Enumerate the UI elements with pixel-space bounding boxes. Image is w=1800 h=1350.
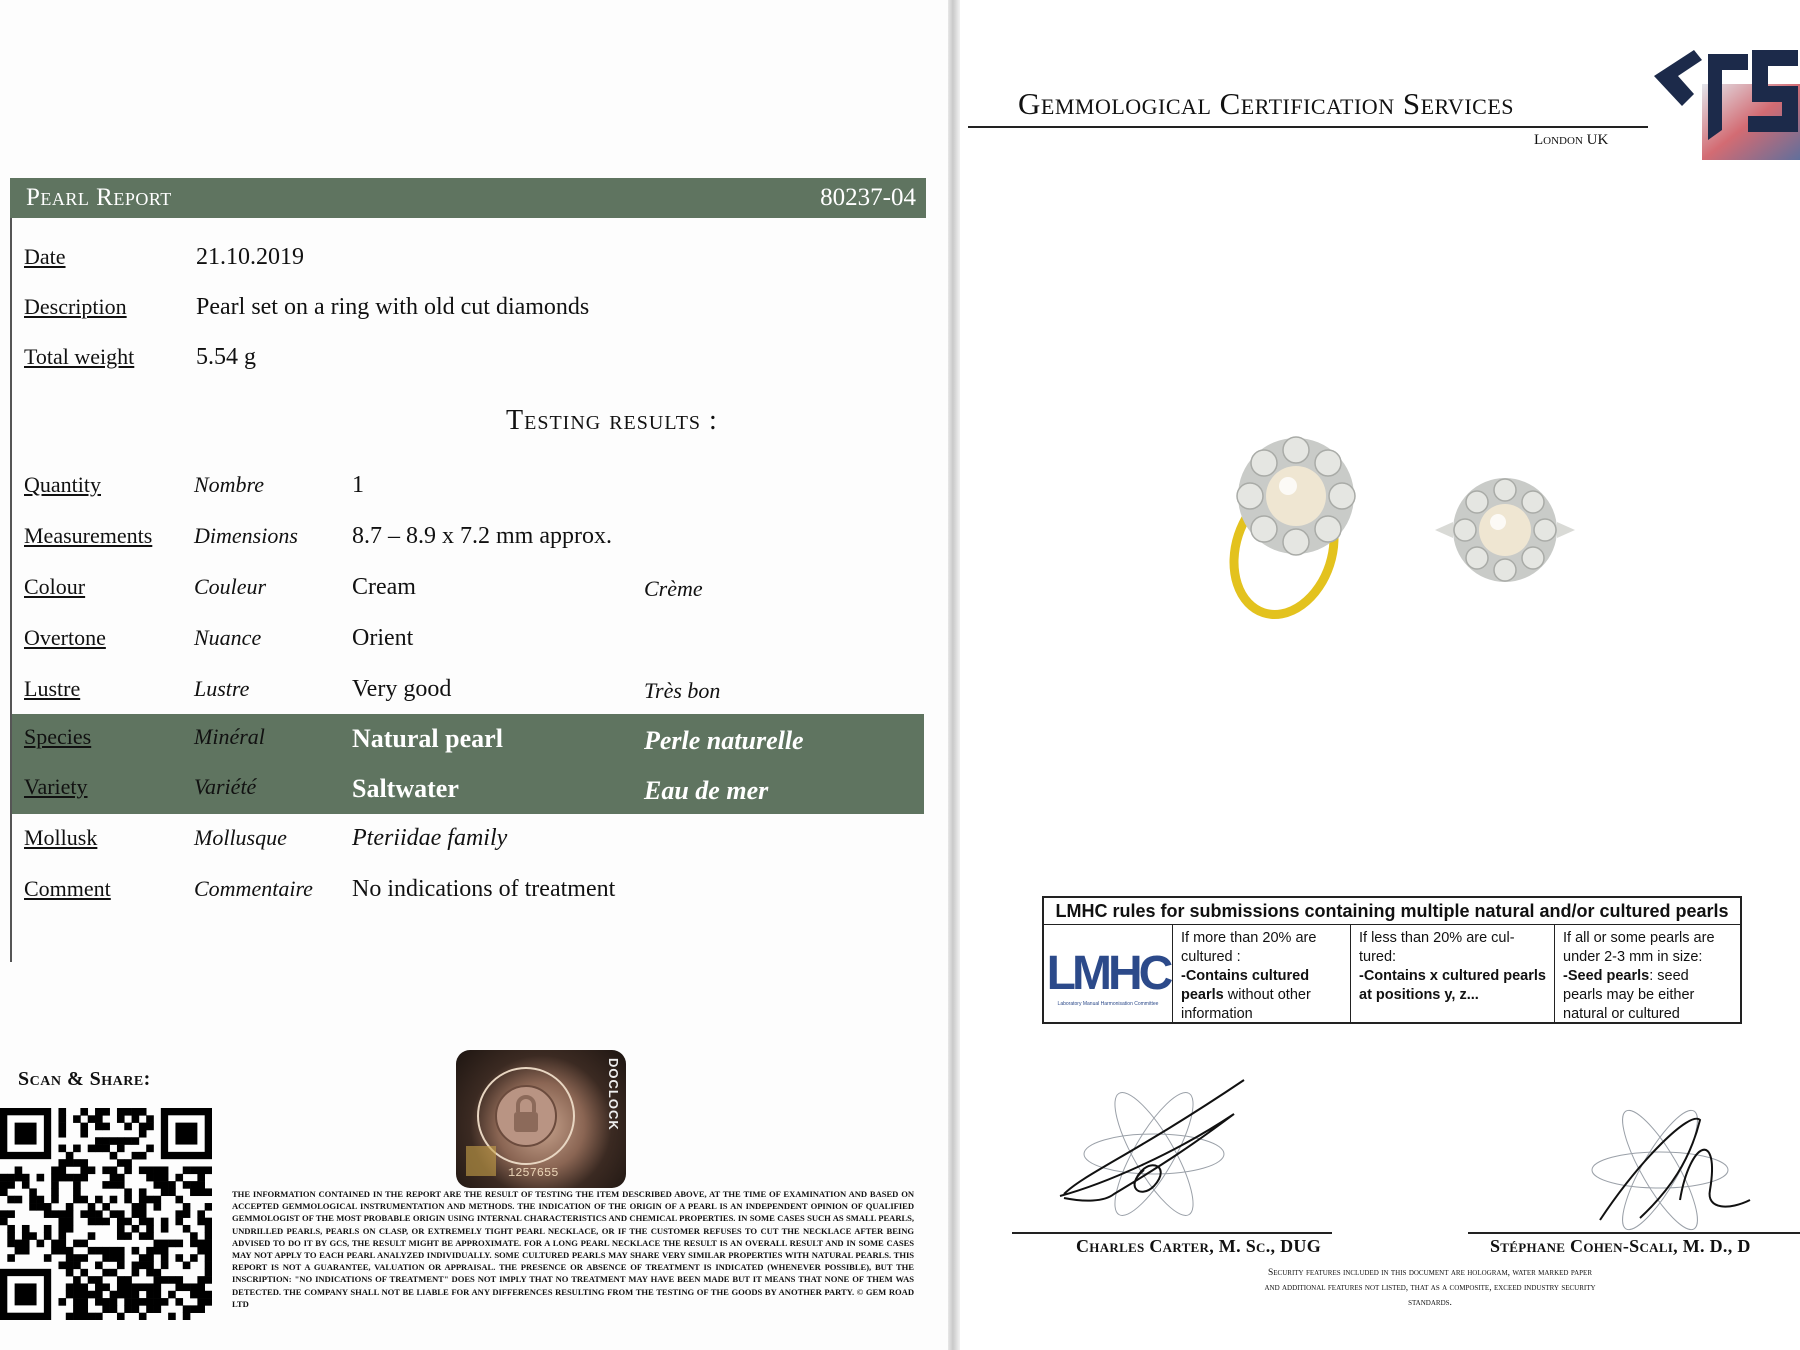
result-value: Very good: [352, 676, 452, 702]
result-row-lustre: [12, 666, 924, 716]
result-label-fr: Dimensions: [194, 523, 298, 548]
result-row-species: [12, 714, 924, 764]
lmhc-column: [1555, 925, 1740, 1022]
result-label-fr: Nuance: [194, 625, 262, 650]
result-row-variety: [12, 764, 924, 814]
result-value: 8.7 – 8.9 x 7.2 mm approx.: [352, 523, 612, 549]
signature-carter: [1044, 1074, 1264, 1234]
lmhc-logo: [1044, 925, 1173, 1022]
field-value: 5.54 g: [196, 344, 256, 370]
page-gutter: [948, 0, 960, 1350]
lmhc-logo-text: LMHC: [1046, 947, 1170, 1000]
result-label: Mollusk: [24, 825, 98, 850]
report-title: Pearl Report: [26, 184, 172, 211]
testing-results-heading: Testing results :: [506, 405, 718, 436]
result-label: Overtone: [24, 625, 106, 650]
lmhc-col-bold: -Contains x cultured pearls at positions y, z...: [1359, 968, 1546, 1003]
lmhc-logo-icon: [1044, 925, 1172, 1022]
report-number: 80237-04: [820, 184, 916, 211]
result-value-fr: Eau de mer: [644, 776, 769, 805]
security-note: Security features included in this document are hologram, water marked paper and additional features not listed, that as a composite, exceed industry security standards.: [1264, 1268, 1596, 1308]
lmhc-column: [1351, 925, 1555, 1022]
result-label: Variety: [24, 774, 88, 799]
result-label: Comment: [24, 876, 111, 901]
result-label: Colour: [24, 574, 86, 599]
result-label-fr: Couleur: [194, 574, 267, 599]
result-value: Natural pearl: [352, 724, 503, 753]
field-value: Pearl set on a ring with old cut diamonds: [196, 294, 590, 320]
lmhc-column: [1173, 925, 1351, 1022]
result-row-comment: [12, 866, 924, 916]
result-label-fr: Mollusque: [194, 825, 287, 850]
qr-finder-pattern: [15, 1283, 37, 1305]
field-value: 21.10.2019: [196, 244, 304, 270]
lmhc-title: LMHC rules for submissions containing multiple natural and/or cultured pearls: [1044, 898, 1740, 925]
lmhc-col-rest: without other information: [1181, 987, 1311, 1022]
field-total-weight: [14, 338, 914, 382]
result-value: Orient: [352, 625, 414, 651]
lmhc-col-bold: -Contains cultured pearls: [1181, 968, 1310, 1003]
qr-finder-pattern: [175, 1123, 197, 1145]
gcs-logo-icon: [1642, 44, 1800, 160]
result-row-mollusk: [12, 815, 924, 865]
field-label: Description: [24, 294, 127, 319]
result-label: Species: [24, 724, 92, 749]
result-value: No indications of treatment: [352, 876, 616, 902]
field-description: [14, 288, 914, 332]
result-row-colour: [12, 564, 924, 614]
result-value: Saltwater: [352, 774, 459, 803]
result-value-fr: Très bon: [644, 678, 721, 703]
header-rule: [968, 126, 1648, 128]
certifier-location: London UK: [1534, 132, 1609, 148]
result-label-fr: Minéral: [194, 724, 265, 749]
result-row-measurements: [12, 513, 924, 563]
result-label-fr: Variété: [194, 774, 257, 799]
lmhc-col-rest: : seed pearls may be either natural or cultured: [1563, 968, 1695, 1022]
signature-line: [1468, 1232, 1800, 1234]
qr-code[interactable]: [0, 1108, 212, 1320]
result-value-fr: Crème: [644, 576, 703, 601]
report-header-bar: [10, 178, 926, 218]
signature-line: [1012, 1232, 1332, 1234]
result-row-overtone: [12, 615, 924, 665]
scan-share-label: Scan & Share:: [18, 1068, 151, 1090]
field-label: Date: [24, 244, 66, 269]
result-label: Lustre: [24, 676, 81, 701]
signatory-name: Charles Carter, M. Sc., DUG: [1076, 1236, 1321, 1256]
doclock-hologram: [456, 1050, 626, 1188]
lmhc-logo-caption: Laboratory Manual Harmonisation Committee: [1057, 1001, 1159, 1007]
result-label-fr: Lustre: [194, 676, 250, 701]
hologram-serial: 1257655: [508, 1166, 559, 1180]
signatory-name: Stéphane Cohen-Scali, M. D., D: [1490, 1236, 1751, 1256]
ring-photo: [1200, 430, 1610, 630]
certifier-name: Gemmological Certification Services: [1018, 86, 1514, 121]
field-date: [14, 238, 914, 282]
lmhc-col-intro: If all or some pearls are under 2-3 mm in size:: [1563, 930, 1715, 965]
signature-cohen-scali: [1580, 1100, 1780, 1240]
lmhc-col-intro: If more than 20% are cultured :: [1181, 930, 1317, 965]
hologram-brand: DOCLOCK: [606, 1058, 621, 1131]
result-label: Quantity: [24, 472, 101, 497]
disclaimer-text: THE INFORMATION CONTAINED IN THE REPORT ARE THE RESULT OF TESTING THE ITEM DESCRIBED ABOVE, AT THE TIME OF EXAMINATION AND BASED ON ACCEPTED GEMMOLOGICAL INSTRUMENTATION AND METHODS. THE INDICATION OF THE ORIGIN OF A PEARL IS AN INDEPENDENT OPINION OF QUALIFIED GEMMOLOGIST OF THE MOST PROBABLE ORIGIN USING INTERNAL CHARACTERISTICS AND CHEMICAL PROPERTIES. IN SOME CASES SUCH AS SMALL PEARLS, UNDRILLED PEARLS, PEARLS ON CLASP, OR EXTREMELY TIGHT PEARL NECKLACE, OR IF THE CUSTOMER REFUSES TO CUT THE NECKLACE AFTER BEING ADVISED TO DO IT BY GCS, THE RESULT MIGHT BE APPROXIMATE. FOR A LONG PEARL NECKLACE THE RESULT IS AN OVERALL RESULT AND IN SOME CASES MAY NOT APPLY TO EACH PEARL ANALYZED INDIVIDUALLY. SOME CULTURED PEARLS MAY SHARE VERY SIMILAR PROPERTIES WITH NATURAL PEARLS. THIS REPORT IS NOT A GUARANTEE, VALUATION OR APPRAISAL. THE PRESENCE OR ABSENCE OF TREATMENT IS INDICATED (WHENEVER POSSIBLE), BUT THE INSCRIPTION: "NO INDICATIONS OF TREATMENT" DOES NOT IMPLY THAT NO TREATMENT MAY HAVE BEEN MADE BUT IT MEANS THAT NONE OF THEM WAS DETECTED. THE COMPANY SHALL NOT BE LIABLE FOR ANY DIFFERENCES RESULTING FROM THE TESTING OF THE GOODS BY ANOTHER PARTY. © GEM ROAD LTD: [232, 1189, 914, 1309]
lmhc-col-bold: -Seed pearls: [1563, 968, 1650, 984]
result-value: Cream: [352, 574, 416, 600]
certificate-page: [960, 0, 1800, 1350]
field-label: Total weight: [24, 344, 135, 369]
lmhc-rules-table: [1042, 896, 1742, 1024]
result-value: Pteriidae family: [352, 825, 508, 851]
result-value-fr: Perle naturelle: [644, 726, 804, 755]
result-row-quantity: [12, 462, 924, 512]
result-value: 1: [352, 472, 364, 498]
result-label-fr: Nombre: [194, 472, 265, 497]
qr-finder-pattern: [15, 1123, 37, 1145]
result-label: Measurements: [24, 523, 153, 548]
result-label-fr: Commentaire: [194, 876, 313, 901]
lmhc-col-intro: If less than 20% are cul-tured:: [1359, 930, 1515, 965]
